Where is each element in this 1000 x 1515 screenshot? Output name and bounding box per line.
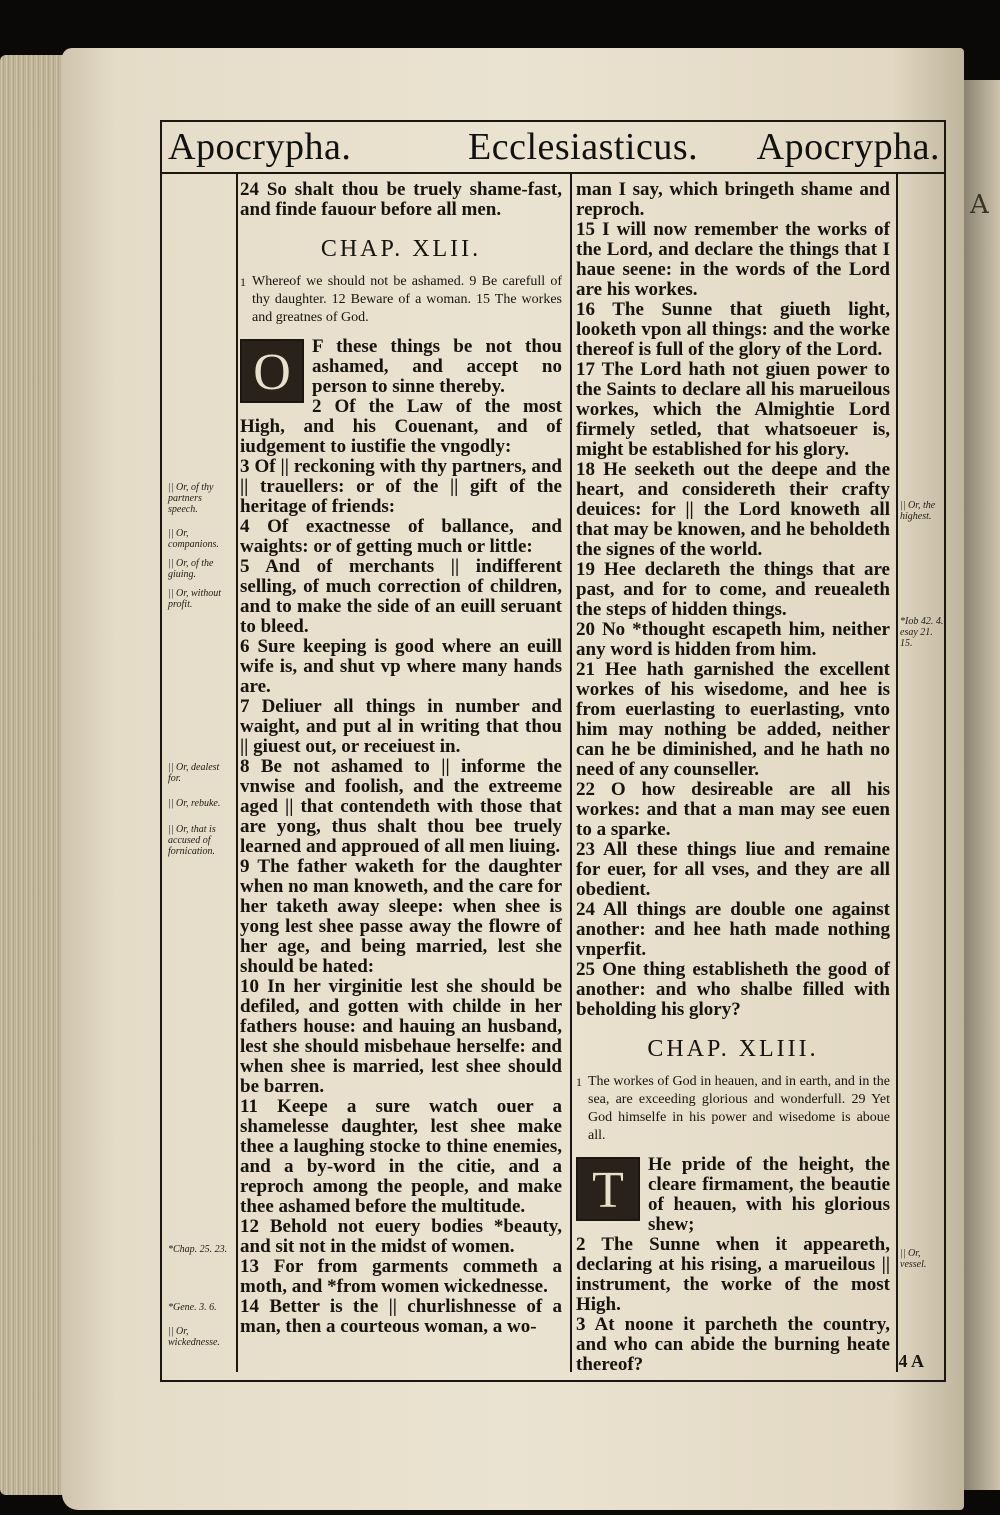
verse: 10 In her virginitie lest she should be defiled, and gotten with childe in her fathers house: and hauing an husband, lest she should misbehaue herselfe: and when shee is married, lest shee should be barren. [240,976,562,1097]
verse: 24 All things are double one against another: and hee hath made nothing vnperfit. [576,899,890,960]
verse: 12 Behold not euery bodies *beauty, and sit not in the midst of women. [240,1216,562,1257]
verse: 20 No *thought escapeth him, neither any word is hidden from him. [576,619,890,660]
right-text-column [576,180,890,1375]
margin-note: || Or, vessel. [900,1248,927,1270]
left-text-column [240,180,562,1337]
book-page-edges [0,55,70,1495]
header-center: Ecclesiasticus. [468,126,699,168]
margin-note: || Or, of thy partners speech. [168,482,214,515]
margin-note: || Or, of the giuing. [168,558,214,580]
page-frame [160,120,946,1382]
verse: 21 Hee hath garnished the excellent workes of his wisedome, and hee is from euerlasting to euerlasting, vnto him may nothing be added, neither can he be diminished, and he hath no need of any counseller. [576,659,890,780]
summary-text: Whereof we should not be ashamed. 9 Be carefull of thy daughter. 12 Beware of a woman. 15 The workes and greatnes of God. [252,274,562,325]
catchword: 4 A [898,1351,924,1371]
verse: He pride of the height, the cleare firmament, the beautie of heauen, with his glorious shew; [648,1154,890,1235]
summary-number: 1 [576,1075,582,1089]
verse: 23 All these things liue and remaine for euer, for all vses, and they are all obedient. [576,839,890,900]
verse: 14 Better is the || churlishnesse of a man, then a courteous woman, a wo- [240,1296,562,1337]
chapter-title: CHAP. XLII. [320,236,482,262]
verse: 8 Be not ashamed to || informe the vnwise and foolish, and the extreeme aged || that contendeth with those that are yong, thus shalt thou bee truely learned and approued of all men liuing. [240,756,562,857]
chapter-title: CHAP. XLIII. [647,1036,819,1062]
verse: 13 For from garments commeth a moth, and *from women wickednesse. [240,1256,562,1297]
decorated-initial: O [240,339,304,403]
verse: 18 He seeketh out the deepe and the heart, and considereth their crafty deuices: for || the Lord knoweth all that may be knowen, and he beholdeth the signes of the world. [576,459,890,560]
chapter-summary [240,273,562,327]
verse: 5 And of merchants || indifferent selling, of much correction of children, and to make the side of an euill seruant to bleed. [240,556,562,637]
margin-note: || Or, rebuke. [168,798,221,809]
summary-text: The workes of God in heauen, and in earth, and in the sea, are exceeding glorious and wonderfull. 29 Yet God himselfe in his power and wisedome is aboue all. [588,1074,890,1143]
verse: 19 Hee declareth the things that are past, and for to come, and reuealeth the steps of hidden things. [576,559,890,620]
margin-note: || Or, the highest. [900,500,936,522]
margin-note: || Or, wickednesse. [168,1326,220,1348]
verse: 3 Of || reckoning with thy partners, and || trauellers: or of the || gift of the heritage of friends: [240,456,562,517]
margin-note: *Gene. 3. 6. [168,1302,217,1313]
left-margin-rule [236,174,238,1372]
verse: 6 Sure keeping is good where an euill wife is, and shut vp where many hands are. [240,636,562,697]
margin-note: || Or, dealest for. [168,762,220,784]
verse: 11 Keepe a sure watch ouer a shamelesse daughter, lest shee make thee a laughing stocke to thine enemies, and a by-word in the citie, and a reproch among the people, and make thee ashamed before the multitude. [240,1096,562,1217]
margin-note: || Or, that is accused of fornication. [168,824,216,857]
facing-page-fragment: A [970,190,989,220]
facing-page-edge [964,80,1000,1490]
verse: 17 The Lord hath not giuen power to the Saints to declare all his marueilous workes, which the Almightie Lord firmely setled, that whatsoeuer is, might be established for his glory. [576,359,890,460]
chapter-summary [576,1073,890,1145]
verse: 22 O how desireable are all his workes: and that a man may see euen to a sparke. [576,779,890,840]
margin-note: *Chap. 25. 23. [168,1244,228,1255]
verse: 2 Of the Law of the most High, and his Couenant, and of iudgement to iustifie the vngodly: [240,396,562,457]
verse: man I say, which bringeth shame and reproch. [576,179,890,220]
header-right: Apocrypha. [756,126,940,168]
verse: 2 The Sunne when it appeareth, declaring at his rising, a marueilous || instrument, the worke of the most High. [576,1234,890,1315]
header-left: Apocrypha. [168,126,352,168]
verse: 15 I will now remember the works of the Lord, and declare the things that I haue seene: in the words of the Lord are his workes. [576,219,890,300]
header-rule [162,172,944,174]
summary-number: 1 [240,275,246,289]
right-margin-rule [896,174,898,1372]
margin-note: || Or, companions. [168,528,219,550]
margin-note: *Iob 42. 4. esay 21. 15. [900,616,944,649]
margin-note: || Or, without profit. [168,588,222,610]
verse: F these things be not thou ashamed, and accept no person to sinne thereby. [312,336,562,397]
verse: 7 Deliuer all things in number and waight, and put al in writing that thou || giuest out, or receiuest in. [240,696,562,757]
decorated-initial: T [576,1157,640,1221]
verse: 3 At noone it parcheth the country, and who can abide the burning heate thereof? [576,1314,890,1375]
verse: 9 The father waketh for the daughter when no man knoweth, and the care for her taketh away sleepe: when shee is yong lest shee passe away the flowre of her age, and being married, lest she should be hated: [240,856,562,977]
verse: 24 So shalt thou be truely shame-fast, and finde fauour before all men. [240,179,562,220]
column-divider [570,174,572,1372]
verse: 4 Of exactnesse of ballance, and waights: or of getting much or little: [240,516,562,557]
verse: 16 The Sunne that giueth light, looketh vpon all things: and the worke thereof is full of the glory of the Lord. [576,299,890,360]
verse: 25 One thing establisheth the good of another: and who shalbe filled with beholding his glory? [576,959,890,1020]
